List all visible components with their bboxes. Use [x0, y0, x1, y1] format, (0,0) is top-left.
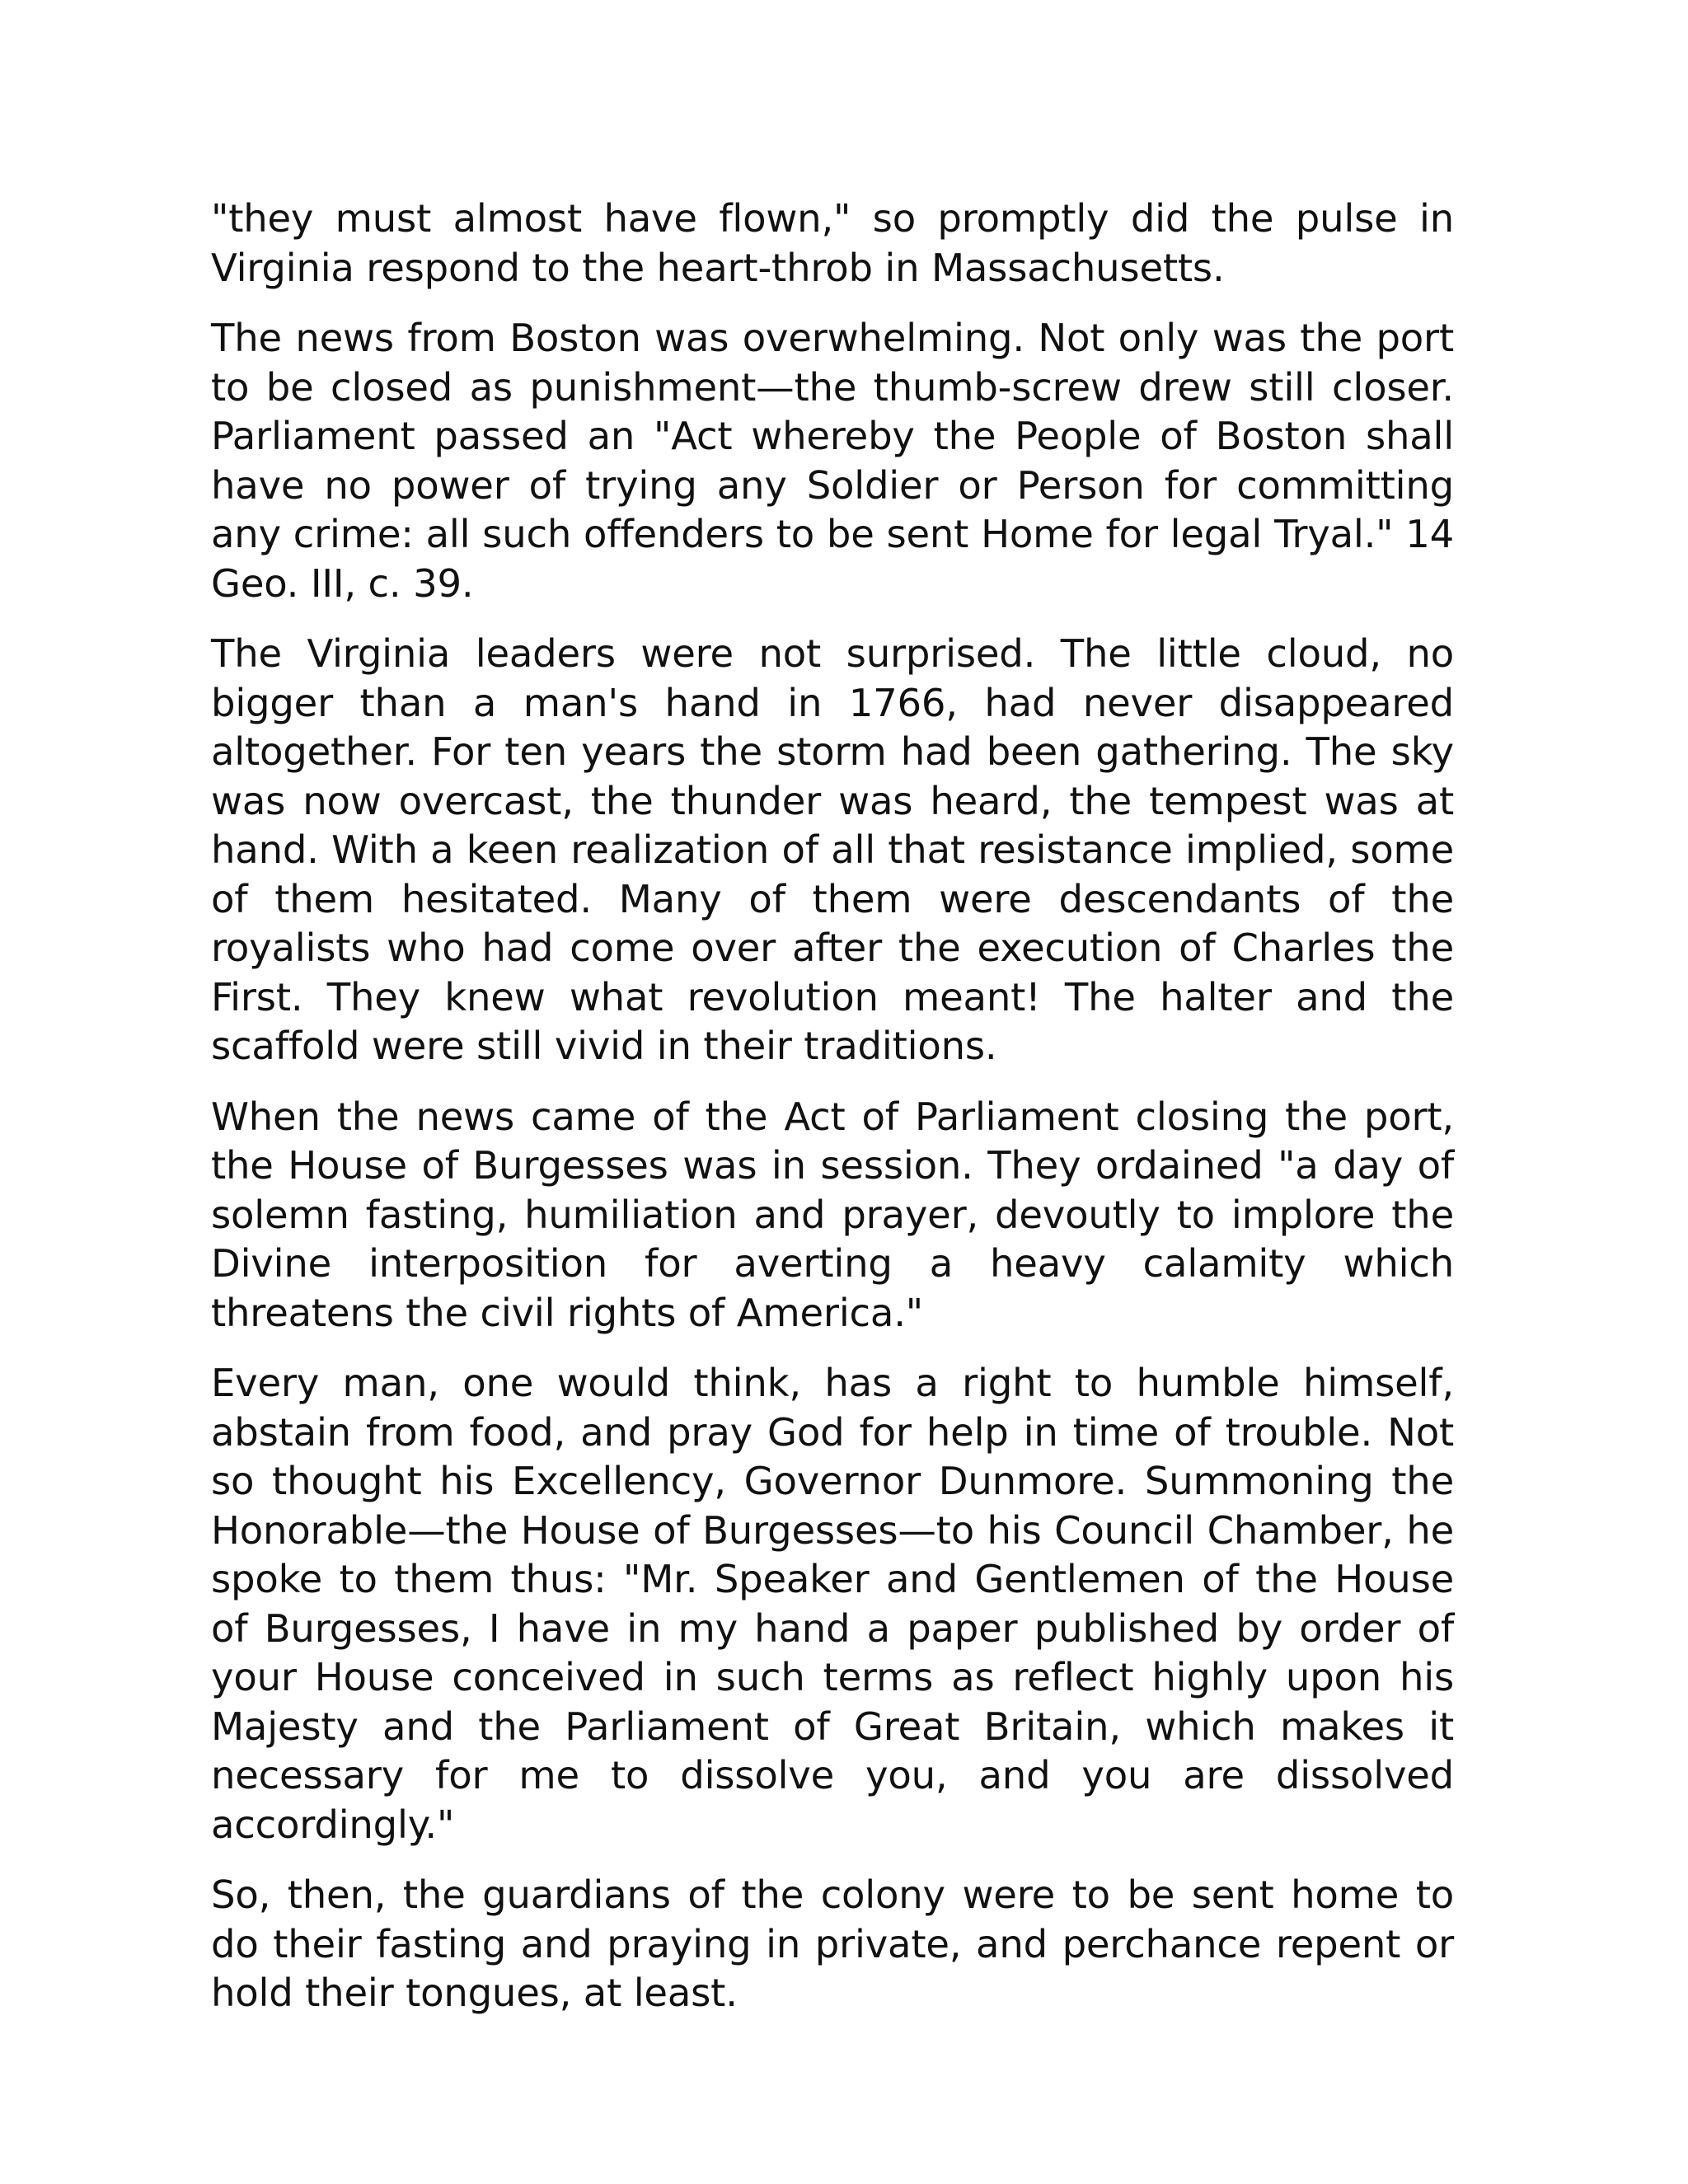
paragraph-4: When the news came of the Act of Parliament closing the port, the House of Burgesses was in session. They ordained "a day of solemn fasting, humiliation and prayer, devoutly to implore the Divine interposition for averting a heavy calamity which threatens the civil rights of America.": [211, 1094, 1454, 1335]
paragraph-1: "they must almost have flown," so promptly did the pulse in Virginia respond to the heart-throb in Massachusetts.: [211, 196, 1454, 290]
paragraph-3: The Virginia leaders were not surprised. The little cloud, no bigger than a man's hand in 1766, had never disappeared altogether. For ten years the storm had been gathering. The sky was now overcast, the thunder was heard, the tempest was at hand. With a keen realization of all that resistance implied, some of them hesitated. Many of them were descendants of the royalists who had come over after the execution of Charles the First. They knew what revolution meant! The halter and the scaffold were still vivid in their traditions.: [211, 631, 1454, 1068]
paragraph-6: So, then, the guardians of the colony were to be sent home to do their fasting and praying in private, and perchance repent or hold their tongues, at least.: [211, 1872, 1454, 2015]
paragraph-5: Every man, one would think, has a right to humble himself, abstain from food, and pray God for help in time of trouble. Not so thought his Excellency, Governor Dunmore. Summoning the Honorable—the House of Burgesses—to his Council Chamber, he spoke to them thus: "Mr. Speaker and Gentlemen of the House of Burgesses, I have in my hand a paper published by order of your House conceived in such terms as reflect highly upon his Majesty and the Parliament of Great Britain, which makes it necessary for me to dissolve you, and you are dissolved accordingly.": [211, 1361, 1454, 1847]
paragraph-2: The news from Boston was overwhelming. Not only was the port to be closed as punishment—the thumb-screw drew still closer. Parliament passed an "Act whereby the People of Boston shall have no power of trying any Soldier or Person for committing any crime: all such offenders to be sent Home for legal Tryal." 14 Geo. III, c. 39.: [211, 316, 1454, 606]
body-text: [211, 194, 1454, 2040]
